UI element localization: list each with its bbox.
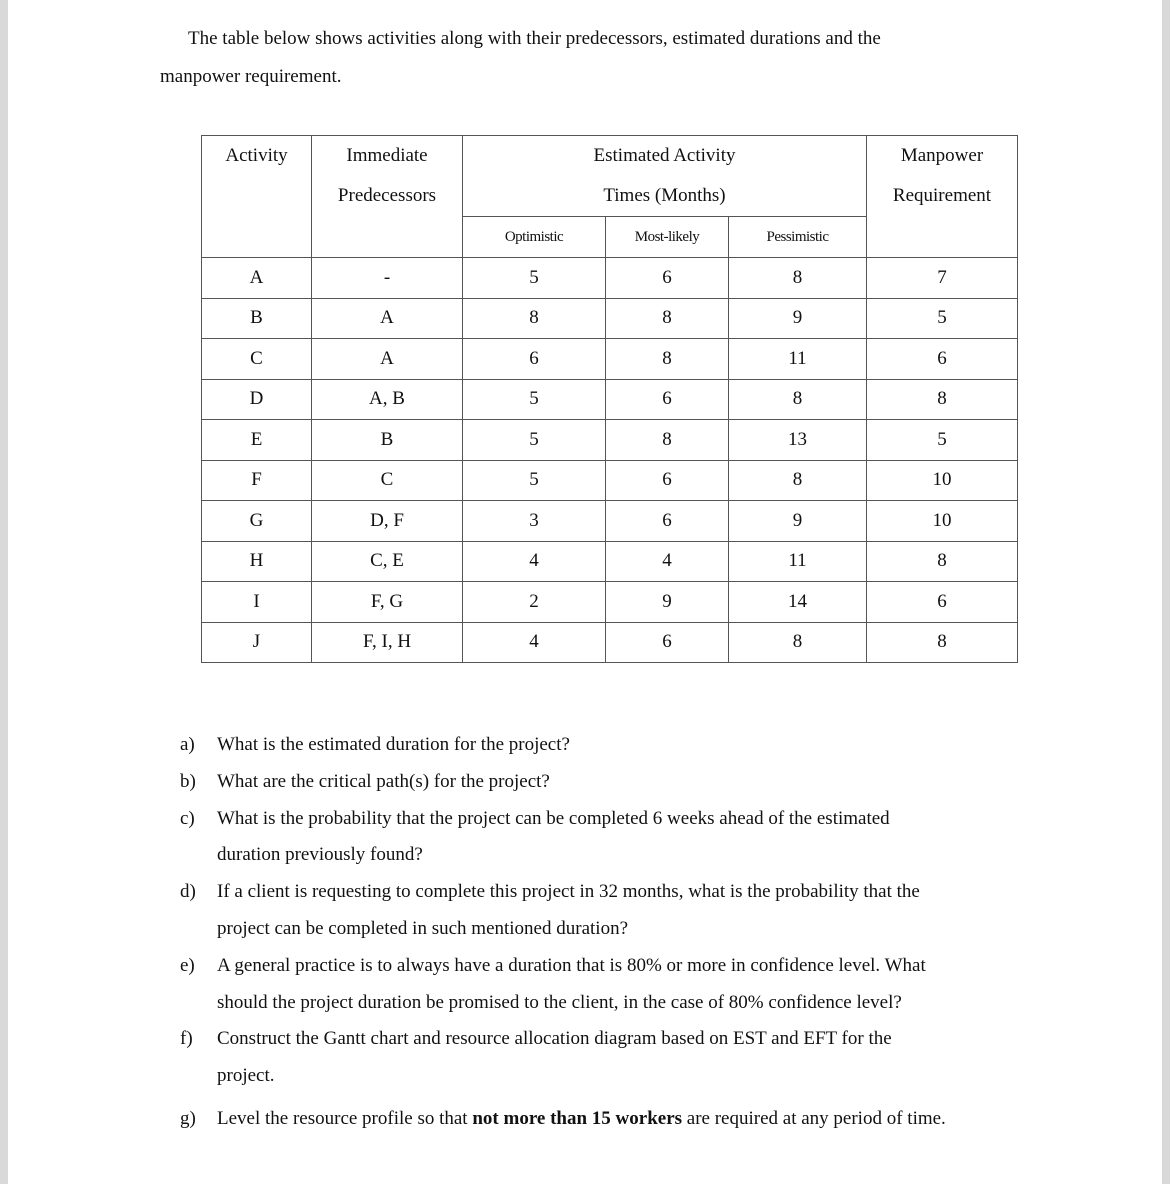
question-label: f) xyxy=(180,1028,193,1050)
intro-line-1: The table below shows activities along with their predecessors, estimated durations and the xyxy=(188,28,881,49)
table-row xyxy=(202,379,1018,420)
question-line: What is the probability that the project can be completed 6 weeks ahead of the estimated xyxy=(217,807,890,829)
question-text xyxy=(217,948,1040,1022)
manpower-cell: 10 xyxy=(867,501,1018,542)
question-label: c) xyxy=(180,807,195,829)
question-item xyxy=(180,948,1040,1022)
manpower-cell: 5 xyxy=(867,298,1018,339)
activity-cell: G xyxy=(202,501,312,542)
table-row xyxy=(202,541,1018,582)
pessimistic-cell: 14 xyxy=(729,582,867,623)
most-likely-cell: 4 xyxy=(606,541,729,582)
activity-cell: I xyxy=(202,582,312,623)
most-likely-cell: 6 xyxy=(606,258,729,299)
table-row xyxy=(202,622,1018,663)
question-label: g) xyxy=(180,1107,196,1129)
manpower-cell: 7 xyxy=(867,258,1018,299)
most-likely-cell: 6 xyxy=(606,379,729,420)
optimistic-cell: 5 xyxy=(463,258,606,299)
predecessors-cell: A xyxy=(312,339,463,380)
pessimistic-cell: 11 xyxy=(729,339,867,380)
question-line: project can be completed in such mentioned duration? xyxy=(217,917,628,939)
activity-cell: D xyxy=(202,379,312,420)
table-row xyxy=(202,501,1018,542)
question-bold: not more than 15 workers xyxy=(472,1107,683,1129)
question-text xyxy=(217,1021,1040,1095)
optimistic-cell: 2 xyxy=(463,582,606,623)
header-predecessors: Immediate Predecessors xyxy=(312,136,463,258)
table-row xyxy=(202,460,1018,501)
pessimistic-cell: 8 xyxy=(729,460,867,501)
question-line: project. xyxy=(217,1065,275,1087)
optimistic-cell: 8 xyxy=(463,298,606,339)
predecessors-cell: C, E xyxy=(312,541,463,582)
table-row xyxy=(202,258,1018,299)
header-activity: Activity xyxy=(202,136,312,258)
manpower-cell: 8 xyxy=(867,541,1018,582)
question-label: e) xyxy=(180,954,195,976)
header-pessimistic: Pessimistic xyxy=(729,217,867,258)
activity-table xyxy=(201,135,1018,663)
intro-line-2: manpower requirement. xyxy=(160,66,342,87)
predecessors-cell: A xyxy=(312,298,463,339)
pessimistic-cell: 8 xyxy=(729,258,867,299)
optimistic-cell: 5 xyxy=(463,460,606,501)
most-likely-cell: 6 xyxy=(606,622,729,663)
predecessors-cell: F, I, H xyxy=(312,622,463,663)
question-label: d) xyxy=(180,881,196,903)
question-text xyxy=(217,874,1040,948)
question-pre: Level the resource profile so that xyxy=(217,1107,473,1129)
manpower-cell: 10 xyxy=(867,460,1018,501)
most-likely-cell: 8 xyxy=(606,298,729,339)
question-text xyxy=(217,764,1040,801)
optimistic-cell: 5 xyxy=(463,379,606,420)
predecessors-cell: A, B xyxy=(312,379,463,420)
question-item xyxy=(180,874,1040,948)
question-text xyxy=(217,801,1040,875)
predecessors-cell: C xyxy=(312,460,463,501)
activity-cell: F xyxy=(202,460,312,501)
question-text xyxy=(217,727,1040,764)
question-line: What are the critical path(s) for the project? xyxy=(217,770,550,792)
table-row xyxy=(202,298,1018,339)
table-header-row xyxy=(202,136,1018,217)
manpower-cell: 6 xyxy=(867,582,1018,623)
most-likely-cell: 6 xyxy=(606,460,729,501)
header-optimistic: Optimistic xyxy=(463,217,606,258)
question-line: A general practice is to always have a duration that is 80% or more in confidence level. What xyxy=(217,954,926,976)
activity-cell: E xyxy=(202,420,312,461)
activity-cell: C xyxy=(202,339,312,380)
most-likely-cell: 9 xyxy=(606,582,729,623)
optimistic-cell: 4 xyxy=(463,541,606,582)
manpower-cell: 6 xyxy=(867,339,1018,380)
table-row xyxy=(202,582,1018,623)
question-post: are required at any period of time. xyxy=(682,1107,946,1129)
activity-cell: A xyxy=(202,258,312,299)
question-list xyxy=(180,727,1040,1138)
optimistic-cell: 4 xyxy=(463,622,606,663)
manpower-cell: 8 xyxy=(867,379,1018,420)
question-line: What is the estimated duration for the project? xyxy=(217,734,570,755)
question-line: should the project duration be promised to the client, in the case of 80% confidence level? xyxy=(217,991,902,1013)
predecessors-cell: D, F xyxy=(312,501,463,542)
question-label: a) xyxy=(180,734,195,755)
table-row xyxy=(202,420,1018,461)
pessimistic-cell: 8 xyxy=(729,622,867,663)
activity-cell: H xyxy=(202,541,312,582)
question-text xyxy=(217,1101,1040,1138)
manpower-cell: 8 xyxy=(867,622,1018,663)
pessimistic-cell: 9 xyxy=(729,501,867,542)
question-item xyxy=(180,1021,1040,1095)
most-likely-cell: 6 xyxy=(606,501,729,542)
question-item xyxy=(180,1101,1040,1138)
header-manpower: Manpower Requirement xyxy=(867,136,1018,258)
activity-cell: B xyxy=(202,298,312,339)
predecessors-cell: B xyxy=(312,420,463,461)
question-item xyxy=(180,764,1040,801)
optimistic-cell: 5 xyxy=(463,420,606,461)
question-item xyxy=(180,727,1040,764)
question-line: duration previously found? xyxy=(217,844,423,866)
activity-cell: J xyxy=(202,622,312,663)
question-label: b) xyxy=(180,770,196,792)
header-most-likely: Most-likely xyxy=(606,217,729,258)
table-row xyxy=(202,339,1018,380)
most-likely-cell: 8 xyxy=(606,339,729,380)
page-edge-right xyxy=(1162,0,1170,1184)
pessimistic-cell: 8 xyxy=(729,379,867,420)
question-line: If a client is requesting to complete this project in 32 months, what is the probability that the xyxy=(217,881,920,903)
predecessors-cell: F, G xyxy=(312,582,463,623)
page-edge-left xyxy=(0,0,8,1184)
intro-paragraph xyxy=(160,20,1028,96)
question-line: Construct the Gantt chart and resource allocation diagram based on EST and EFT for the xyxy=(217,1028,892,1050)
manpower-cell: 5 xyxy=(867,420,1018,461)
predecessors-cell: - xyxy=(312,258,463,299)
optimistic-cell: 6 xyxy=(463,339,606,380)
pessimistic-cell: 13 xyxy=(729,420,867,461)
pessimistic-cell: 11 xyxy=(729,541,867,582)
pessimistic-cell: 9 xyxy=(729,298,867,339)
question-item xyxy=(180,801,1040,875)
most-likely-cell: 8 xyxy=(606,420,729,461)
optimistic-cell: 3 xyxy=(463,501,606,542)
header-estimated-times: Estimated Activity Times (Months) xyxy=(463,136,867,217)
